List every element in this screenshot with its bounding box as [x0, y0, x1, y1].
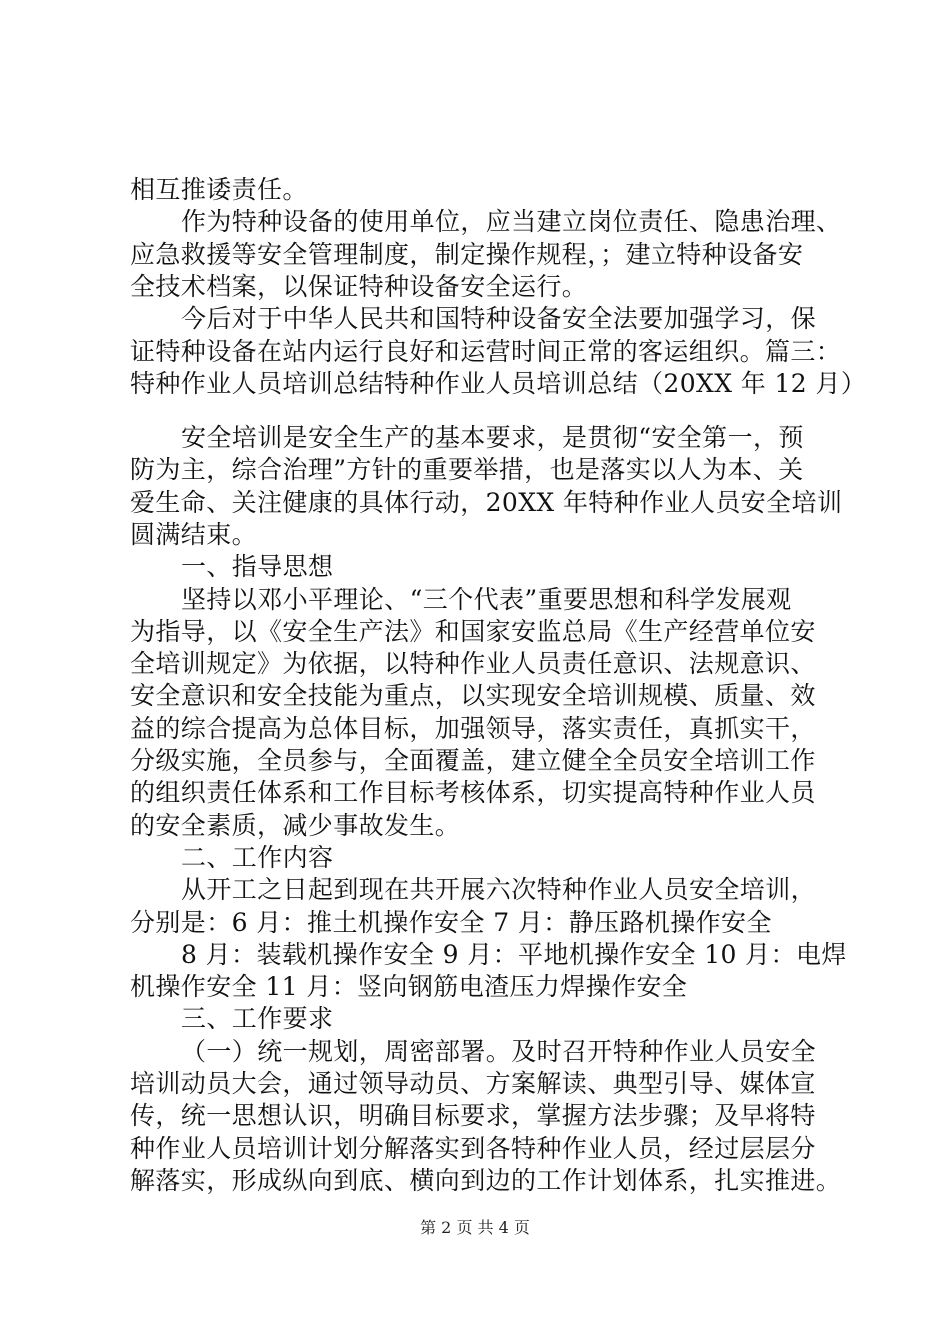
- text-line: 相互推诿责任。: [130, 175, 308, 204]
- text-line: 特种作业人员培训总结特种作业人员培训总结（20XX 年 12 月）: [130, 369, 867, 398]
- text-line: 为指导，以《安全生产法》和国家安监总局《生产经营单位安: [130, 617, 816, 646]
- text-line: 防为主，综合治理”方针的重要举措，也是落实以人为本、关: [130, 455, 804, 484]
- page-footer: 第 2 页 共 4 页: [420, 1218, 530, 1237]
- section-heading: 三、工作要求: [181, 1004, 334, 1033]
- text-line: 从开工之日起到现在共开展六次特种作业人员安全培训，: [181, 875, 817, 904]
- text-line: 传，统一思想认识，明确目标要求，掌握方法步骤；及早将特: [130, 1101, 816, 1130]
- text-line: 分级实施，全员参与，全面覆盖，建立健全全员安全培训工作: [130, 746, 816, 775]
- text-line: 全培训规定》为依据，以特种作业人员责任意识、法规意识、: [130, 649, 816, 678]
- text-line: 的组织责任体系和工作目标考核体系，切实提高特种作业人员: [130, 778, 816, 807]
- text-line: 分别是：6 月：推土机操作安全 7 月：静压路机操作安全: [130, 908, 772, 937]
- text-line: （一）统一规划，周密部署。及时召开特种作业人员安全: [181, 1037, 817, 1066]
- text-line: 种作业人员培训计划分解落实到各特种作业人员，经过层层分: [130, 1134, 816, 1163]
- text-line: 8 月：装载机操作安全 9 月：平地机操作安全 10 月：电焊: [181, 940, 847, 969]
- text-line: 爱生命、关注健康的具体行动，20XX 年特种作业人员安全培训: [130, 488, 843, 517]
- text-line: 圆满结束。: [130, 520, 258, 549]
- section-heading: 二、工作内容: [181, 843, 334, 872]
- text-line: 作为特种设备的使用单位，应当建立岗位责任、隐患治理、: [181, 207, 842, 236]
- text-line: 今后对于中华人民共和国特种设备安全法要加强学习，保: [181, 304, 817, 333]
- section-heading: 一、指导思想: [181, 552, 334, 581]
- text-line: 全技术档案，以保证特种设备安全运行。: [130, 272, 588, 301]
- text-line: 证特种设备在站内运行良好和运营时间正常的客运组织。篇三：: [130, 337, 842, 366]
- text-line: 安全意识和安全技能为重点，以实现安全培训规模、质量、效: [130, 681, 816, 710]
- text-line: 益的综合提高为总体目标，加强领导，落实责任，真抓实干，: [130, 714, 816, 743]
- text-line: 应急救援等安全管理制度，制定操作规程，；建立特种设备安: [130, 240, 804, 269]
- text-line: 培训动员大会，通过领导动员、方案解读、典型引导、媒体宣: [130, 1069, 816, 1098]
- text-line: 安全培训是安全生产的基本要求，是贯彻“安全第一，预: [181, 423, 804, 452]
- text-line: 机操作安全 11 月：竖向钢筋电渣压力焊操作安全: [130, 972, 688, 1001]
- text-line: 的安全素质，减少事故发生。: [130, 811, 461, 840]
- text-line: 解落实，形成纵向到底、横向到边的工作计划体系，扎实推进。: [130, 1166, 842, 1195]
- text-line: 坚持以邓小平理论、“三个代表”重要思想和科学发展观: [181, 585, 792, 614]
